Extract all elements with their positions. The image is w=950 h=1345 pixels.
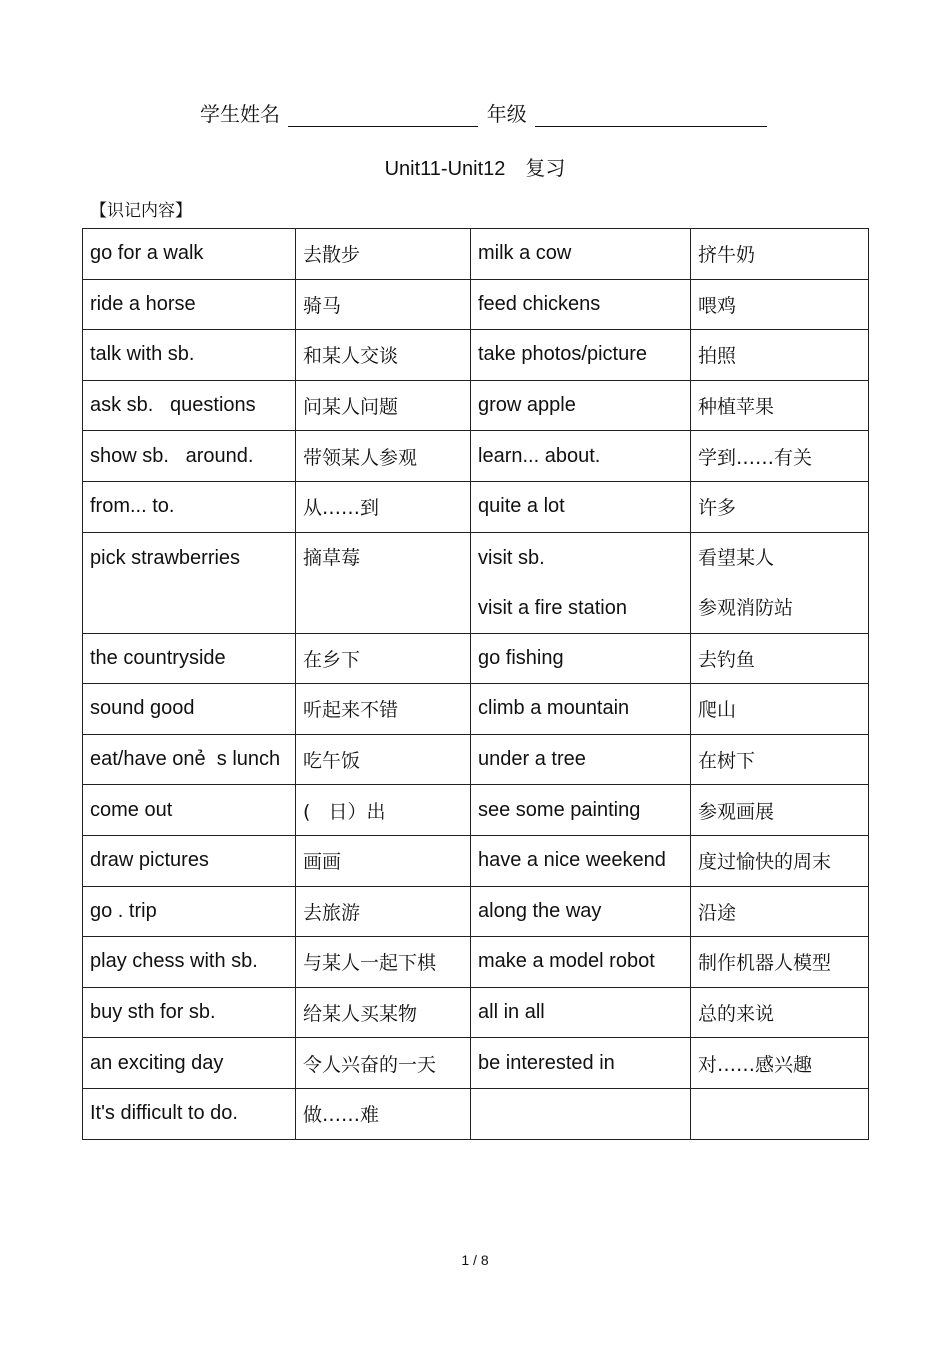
phrase-en: play chess with sb. <box>83 937 296 988</box>
table-row <box>83 532 869 633</box>
phrase-zh: 挤牛奶 <box>691 229 869 280</box>
phrase-en: go for a walk <box>83 229 296 280</box>
phrase-en: sound good <box>83 684 296 735</box>
phrase-zh <box>296 532 471 633</box>
phrase-en: along the way <box>471 886 691 937</box>
phrase-zh: 画画 <box>296 835 471 886</box>
phrase-en: take photos/picture <box>471 330 691 381</box>
phrase-zh: 对……感兴趣 <box>691 1038 869 1089</box>
page-title: Unit11-Unit12 复习 <box>384 158 566 180</box>
phrase-en: under a tree <box>471 734 691 785</box>
phrase-zh: 在树下 <box>691 734 869 785</box>
table-row <box>83 431 869 482</box>
table-row <box>83 633 869 684</box>
table-row <box>83 330 869 381</box>
phrase-en: grow apple <box>471 380 691 431</box>
phrase-zh: 骑马 <box>296 279 471 330</box>
phrase-en <box>471 532 691 633</box>
phrase-en: eat/have onẻ s lunch <box>83 734 296 785</box>
table-row <box>83 1038 869 1089</box>
phrase-en: talk with sb. <box>83 330 296 381</box>
table-row <box>83 886 869 937</box>
phrase-en: from... to. <box>83 481 296 532</box>
table-row <box>83 785 869 836</box>
phrase-zh: 喂鸡 <box>691 279 869 330</box>
grade-blank <box>535 104 767 127</box>
phrase-zh: 度过愉快的周末 <box>691 835 869 886</box>
phrase-en: It's difficult to do. <box>83 1088 296 1139</box>
phrase-en: all in all <box>471 987 691 1038</box>
page-number: 1 / 8 <box>461 1252 489 1268</box>
phrase-en <box>83 532 296 633</box>
phrase-en-line: visit a fire station <box>478 596 627 619</box>
phrase-zh: 拍照 <box>691 330 869 381</box>
phrase-zh: 吃午饭 <box>296 734 471 785</box>
phrase-zh: 做……难 <box>296 1088 471 1139</box>
phrase-en: ride a horse <box>83 279 296 330</box>
phrase-zh: 沿途 <box>691 886 869 937</box>
phrase-zh: 参观画展 <box>691 785 869 836</box>
phrase-zh: 听起来不错 <box>296 684 471 735</box>
phrase-zh: 总的来说 <box>691 987 869 1038</box>
name-label: 学生姓名 <box>200 102 280 126</box>
phrase-en: show sb. around. <box>83 431 296 482</box>
table-row <box>83 1088 869 1139</box>
vocab-table <box>82 228 869 1140</box>
phrase-en: quite a lot <box>471 481 691 532</box>
table-row <box>83 937 869 988</box>
table-row <box>83 987 869 1038</box>
phrase-zh: 给某人买某物 <box>296 987 471 1038</box>
phrase-en: ask sb. questions <box>83 380 296 431</box>
section-label: 【识记内容】 <box>90 201 192 221</box>
phrase-en: draw pictures <box>83 835 296 886</box>
phrase-zh-line: 摘草莓 <box>303 546 361 569</box>
phrase-zh: 和某人交谈 <box>296 330 471 381</box>
phrase-zh: 去散步 <box>296 229 471 280</box>
phrase-en: feed chickens <box>471 279 691 330</box>
phrase-zh-line: 参观消防站 <box>698 596 794 619</box>
empty-cell <box>691 1088 869 1139</box>
phrase-en-line: visit sb. <box>478 546 545 569</box>
phrase-en: make a model robot <box>471 937 691 988</box>
phrase-en: come out <box>83 785 296 836</box>
phrase-zh: ( 日）出 <box>296 785 471 836</box>
phrase-en: have a nice weekend <box>471 835 691 886</box>
phrase-en: go fishing <box>471 633 691 684</box>
phrase-zh: 令人兴奋的一天 <box>296 1038 471 1089</box>
phrase-en: milk a cow <box>471 229 691 280</box>
phrase-zh: 爬山 <box>691 684 869 735</box>
phrase-en: learn... about. <box>471 431 691 482</box>
phrase-zh: 与某人一起下棋 <box>296 937 471 988</box>
phrase-zh: 带领某人参观 <box>296 431 471 482</box>
phrase-zh: 许多 <box>691 481 869 532</box>
phrase-en-line: pick strawberries <box>90 546 241 569</box>
phrase-en: an exciting day <box>83 1038 296 1089</box>
phrase-zh: 种植苹果 <box>691 380 869 431</box>
table-row <box>83 380 869 431</box>
name-blank <box>288 104 478 127</box>
phrase-zh: 去旅游 <box>296 886 471 937</box>
grade-label: 年级 <box>486 102 527 126</box>
phrase-zh <box>691 532 869 633</box>
phrase-en: the countryside <box>83 633 296 684</box>
table-row <box>83 279 869 330</box>
phrase-en: buy sth for sb. <box>83 987 296 1038</box>
table-row <box>83 684 869 735</box>
student-info-line <box>200 98 769 127</box>
phrase-en: be interested in <box>471 1038 691 1089</box>
phrase-zh: 去钓鱼 <box>691 633 869 684</box>
phrase-en: see some painting <box>471 785 691 836</box>
phrase-en: climb a mountain <box>471 684 691 735</box>
phrase-zh: 制作机器人模型 <box>691 937 869 988</box>
phrase-zh: 问某人问题 <box>296 380 471 431</box>
phrase-en: go . trip <box>83 886 296 937</box>
table-row <box>83 481 869 532</box>
phrase-zh: 在乡下 <box>296 633 471 684</box>
table-row <box>83 229 869 280</box>
phrase-zh: 从……到 <box>296 481 471 532</box>
phrase-zh-line: 看望某人 <box>698 546 775 569</box>
table-row <box>83 734 869 785</box>
empty-cell <box>471 1088 691 1139</box>
phrase-zh: 学到……有关 <box>691 431 869 482</box>
table-row <box>83 835 869 886</box>
